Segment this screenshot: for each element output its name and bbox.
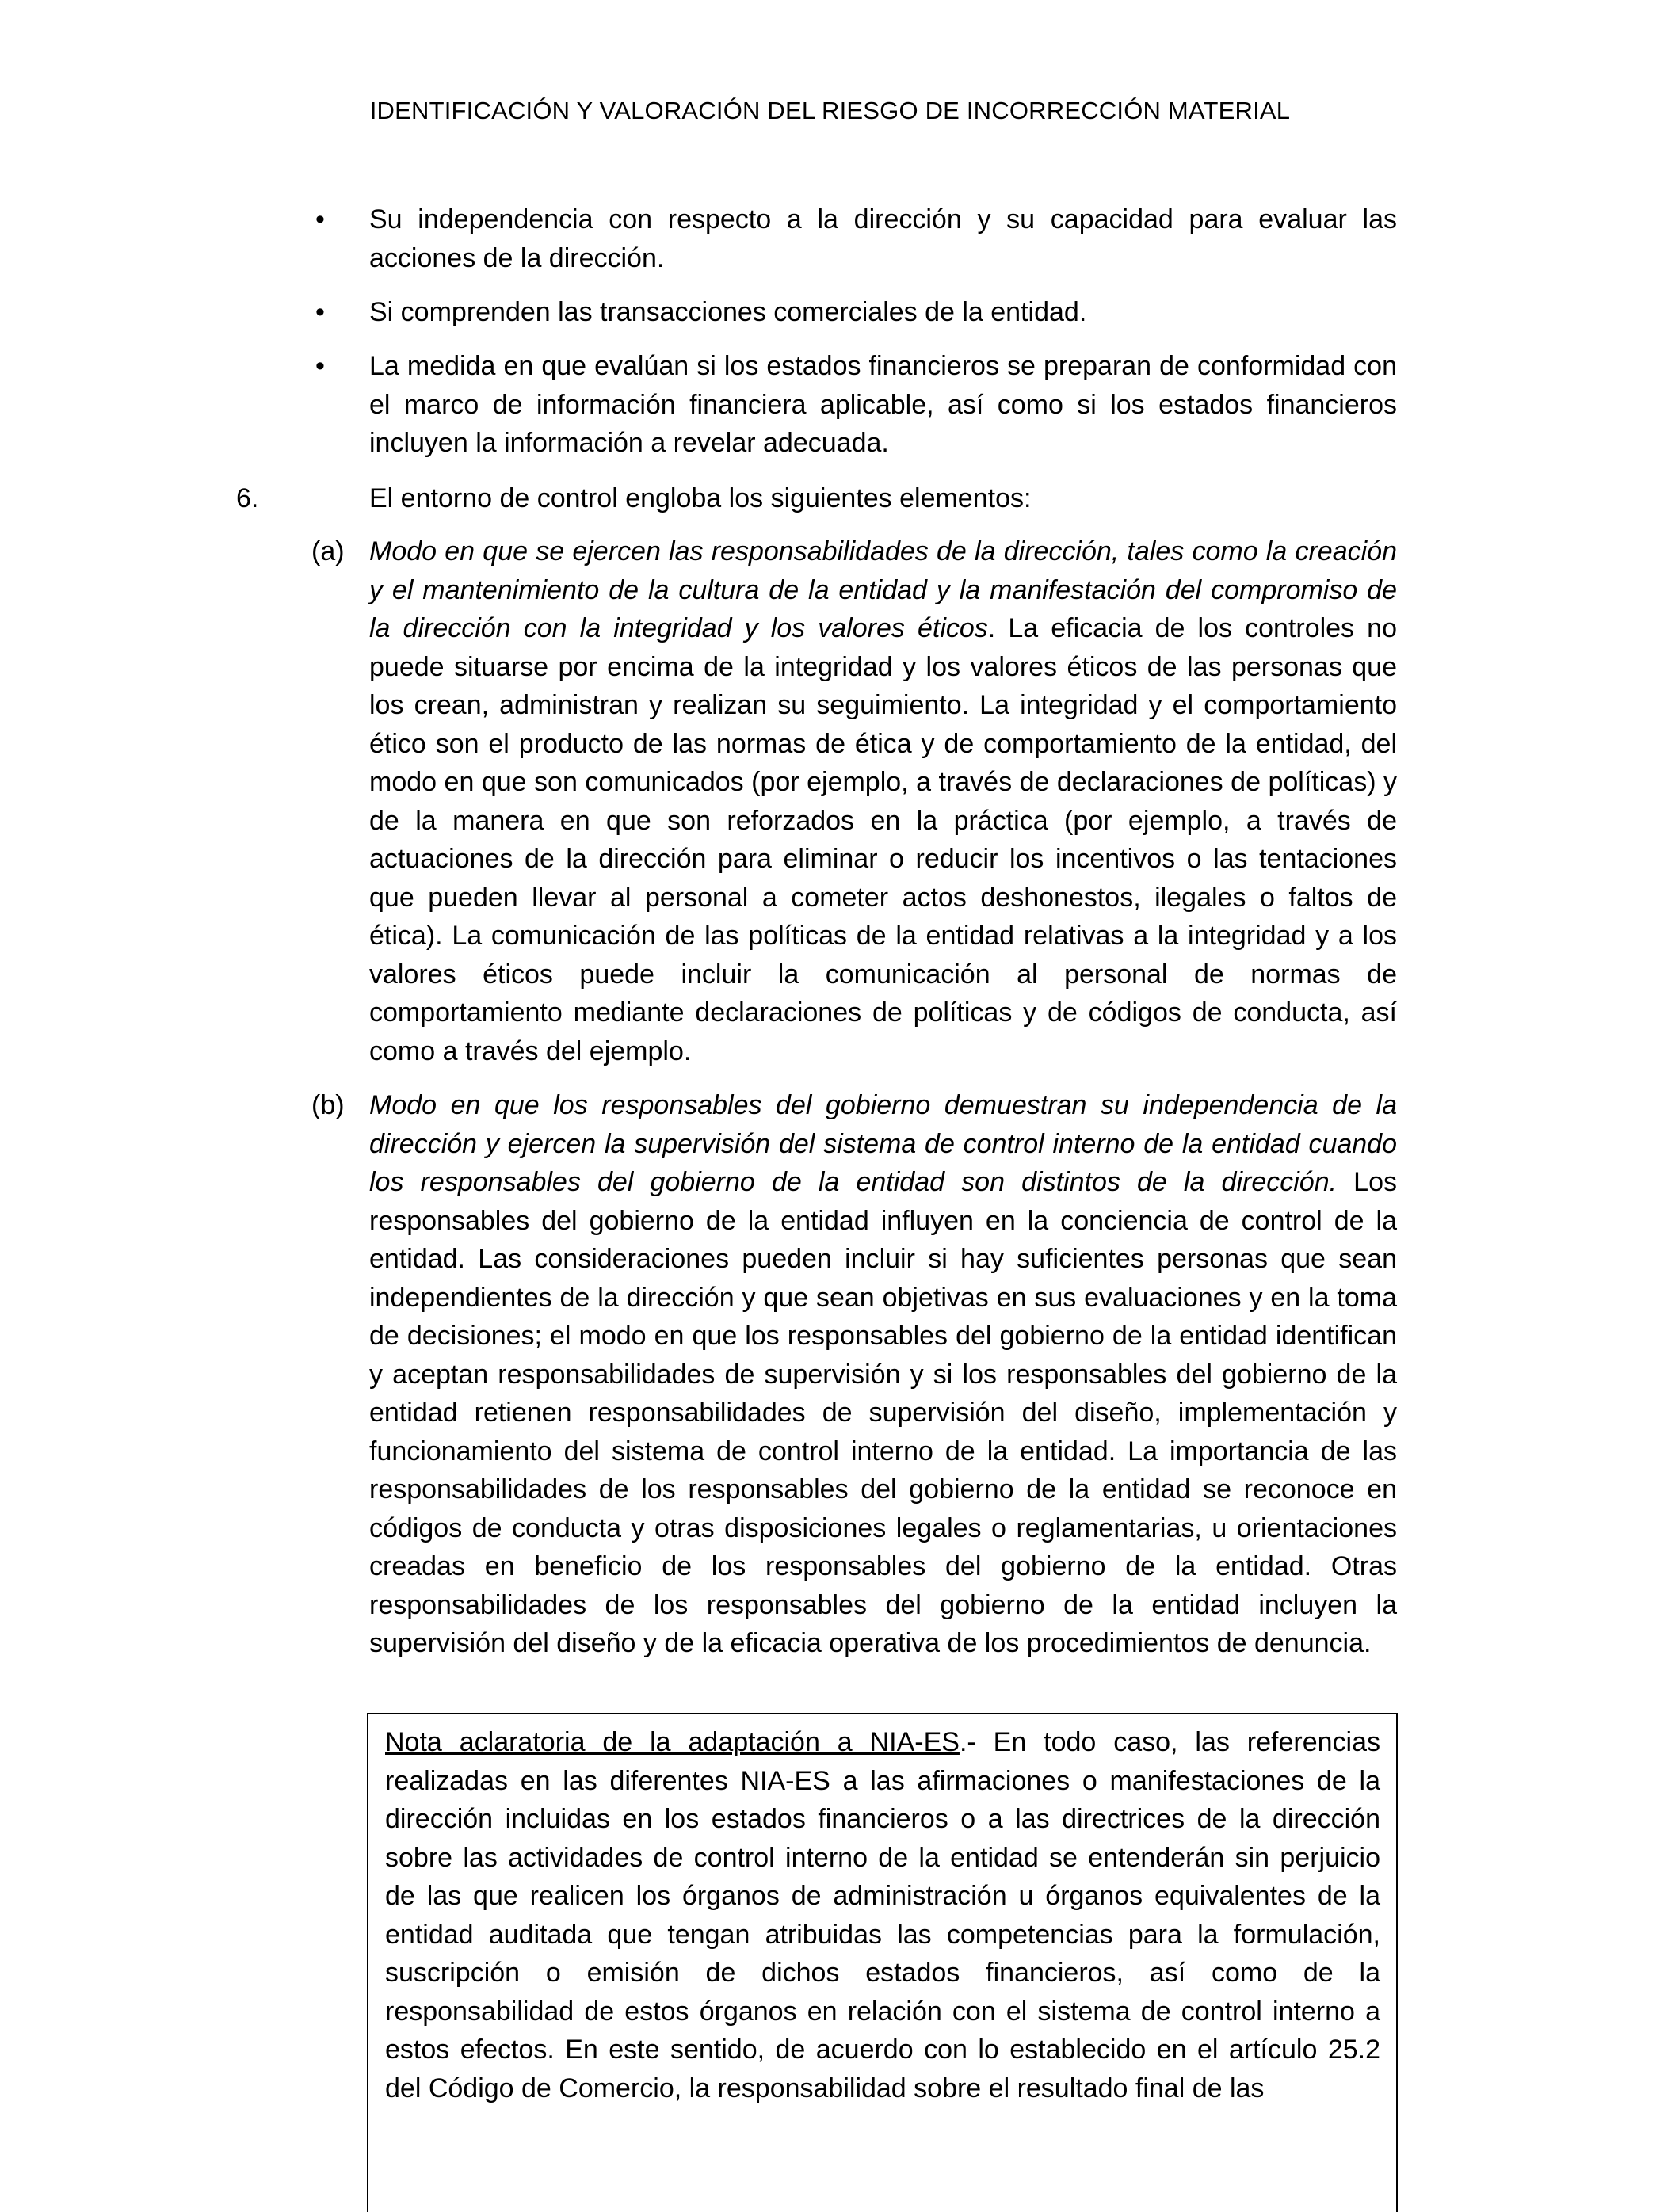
note-text: .- En todo caso, las referencias realizadas en las diferentes NIA-ES a las afirmaciones o manifestaciones de la dirección incluidas en los estados financieros o a las directrices de la dirección sobre las actividades de control interno de la entidad se entenderán sin perjuicio de las que realicen los órganos de administración u órganos equivalentes de la entidad auditada que tengan atribuidas las competencias para la formulación, suscripción o emisión de dichos estados financieros, así como de la responsabilidad de estos órganos en relación con el sistema de control interno a estos efectos. En este sentido, de acuerdo con lo establecido en el artículo 25.2 del Código de Comercio, la responsabilidad sobre el resultado final de las [385, 1727, 1380, 2103]
item-number: 6. [236, 483, 259, 513]
note-title: Nota aclaratoria de la adaptación a NIA-ES [385, 1727, 960, 1757]
bullet-item-medida: La medida en que evalúan si los estados financieros se preparan de conformidad con el marco de información financiera aplicable, así como si los estados financieros incluyen la información a revelar adecuada. [369, 351, 1397, 458]
bullet-symbol: • [315, 297, 325, 327]
page-header: IDENTIFICACIÓN Y VALORACIÓN DEL RIESGO DE INCORRECCIÓN MATERIAL [369, 97, 1291, 124]
item-6-text: El entorno de control engloba los siguientes elementos: [369, 483, 1032, 513]
item-b-text: Los responsables del gobierno de la entidad influyen en la conciencia de control de la entidad. Las consideraciones pueden incluir si hay suficientes personas que sean independientes de la dirección y que sean objetivas en sus evaluaciones y en la toma de decisiones; el modo en que los responsables del gobierno de la entidad identifican y aceptan responsabilidades de supervisión y si los responsables del gobierno de la entidad retienen responsabilidades de supervisión del diseño, implementación y funcionamiento del sistema de control interno de la entidad. La importancia de las responsabilidades de los responsables del gobierno de la entidad se reconoce en códigos de conducta y otras disposiciones legales o reglamentarias, u orientaciones creadas en beneficio de los responsables del gobierno de la entidad. Otras responsabilidades de los responsables del gobierno de la entidad incluyen la supervisión del diseño y de la eficacia operativa de los procedimientos de denuncia. [369, 1167, 1397, 1658]
item-a-text: . La eficacia de los controles no puede situarse por encima de la integridad y los valores éticos de las personas que los crean, administran y realizan su seguimiento. La integridad y el comportamiento ético son el producto de las normas de ética y de comportamiento de la entidad, del modo en que son comunicados (por ejemplo, a través de declaraciones de políticas) y de la manera en que son reforzados en la práctica (por ejemplo, a través de actuaciones de la dirección para eliminar o reducir los incentivos o las tentaciones que pueden llevar al personal a cometer actos deshonestos, ilegales o faltos de ética). La comunicación de las políticas de la entidad relativas a la integridad y a los valores éticos puede incluir la comunicación al personal de normas de comportamiento mediante declaraciones de políticas y de códigos de conducta, así como a través del ejemplo. [369, 613, 1397, 1066]
bullet-symbol: • [315, 351, 325, 381]
bullet-item-transacciones: Si comprenden las transacciones comerciales de la entidad. [369, 297, 1087, 327]
item-label-a: (a) [311, 536, 345, 566]
item-a-italic: Modo en que se ejercen las responsabilidades de la dirección, tales como la creación y el mantenimiento de la cultura de la entidad y la manifestación del compromiso de la dirección con la integridad y los valores éticos [369, 536, 1397, 643]
item-b-paragraph [369, 1086, 1397, 1663]
bullet-item-independencia: Su independencia con respecto a la dirección y su capacidad para evaluar las acciones de la dirección. [369, 204, 1397, 273]
bullet-symbol: • [315, 204, 325, 235]
item-b-italic: Modo en que los responsables del gobierno demuestran su independencia de la dirección y ejercen la supervisión del sistema de control interno de la entidad cuando los responsables del gobierno de la entidad son distintos de la dirección. [369, 1090, 1397, 1197]
note-paragraph [385, 1723, 1380, 2107]
item-label-b: (b) [311, 1090, 345, 1120]
item-a-paragraph [369, 532, 1397, 1070]
